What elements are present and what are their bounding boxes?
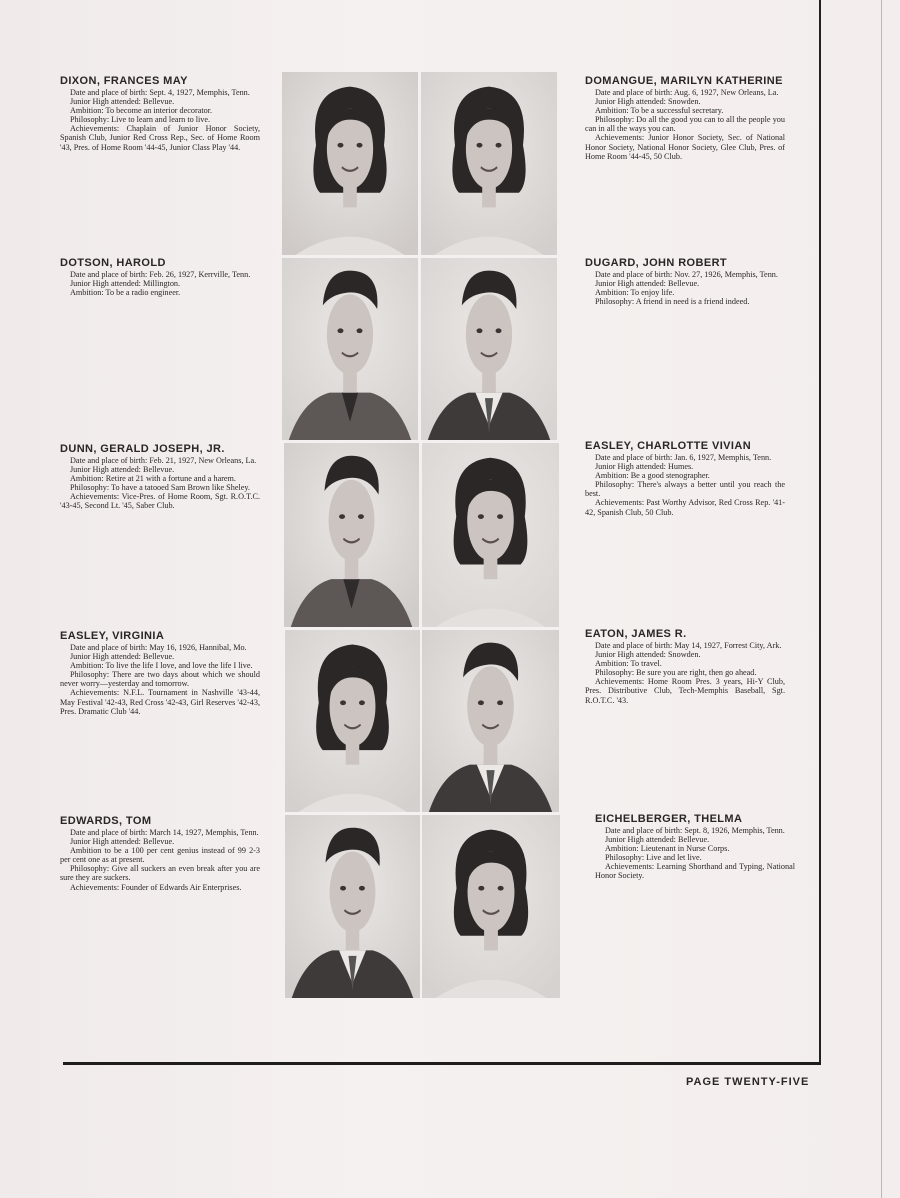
- bio-line: Date and place of birth: Sept. 8, 1926, Memphis, Tenn.: [605, 826, 785, 835]
- bio-line: Philosophy: Do all the good you can to all the people you can in all the ways you can.: [585, 115, 785, 134]
- bio-line: Ambition: Lieutenant in Nurse Corps.: [605, 844, 730, 854]
- right-border-rule: [819, 0, 821, 1064]
- bio-line: Junior High attended: Bellevue.: [70, 465, 175, 475]
- bio-line: Achievements: Home Room Pres. 3 years, Hi-Y Club, Pres. Distributive Club, Tech-Memphis Baseball, Sgt. R.O.T.C. '43.: [585, 677, 785, 705]
- student-bio: [585, 75, 785, 161]
- student-bio: [595, 813, 795, 881]
- bio-line: Achievements: N.F.L. Tournament in Nashville '43-44, May Festival '42-43, Red Cross '42-43, Girl Reserves '42-43, Pres. Dramatic Club '44.: [60, 688, 260, 716]
- student-name: EATON, JAMES R.: [585, 628, 687, 640]
- student-name: EASLEY, CHARLOTTE VIVIAN: [585, 440, 752, 452]
- bottom-border-rule: [63, 1062, 821, 1065]
- bio-line: Junior High attended: Snowden.: [595, 650, 701, 660]
- student-portrait-photo: [285, 630, 420, 812]
- student-bio: [60, 630, 260, 716]
- portrait-drawing: [282, 72, 418, 255]
- bio-line: Achievements: Founder of Edwards Air Enterprises.: [70, 882, 242, 892]
- bio-line: Ambition: To enjoy life.: [595, 288, 675, 298]
- bio-line: Date and place of birth: Aug. 6, 1927, New Orleans, La.: [595, 88, 779, 97]
- student-bio: [585, 440, 785, 517]
- bio-line: Ambition to be a 100 per cent genius instead of 99 2-3 per cent one as at present.: [60, 846, 260, 865]
- student-name: DOMANGUE, MARILYN KATHERINE: [585, 75, 783, 87]
- student-name: DUNN, GERALD JOSEPH, JR.: [60, 443, 225, 455]
- bio-line: Philosophy: Give all suckers an even break after you are sure they are suckers.: [60, 864, 260, 883]
- bio-line: Achievements: Chaplain of Junior Honor Society, Spanish Club, Junior Red Cross Rep., Sec. of Home Room '43, Pres. of Home Room '44-45, Junior Class Play '44.: [60, 124, 260, 152]
- portrait-drawing: [421, 72, 557, 255]
- bio-line: Ambition: To become an interior decorator.: [70, 106, 213, 116]
- bio-line: Philosophy: Live and let live.: [605, 853, 702, 863]
- bio-line: Ambition: To travel.: [595, 659, 662, 669]
- student-bio: [585, 628, 785, 705]
- bio-line: Date and place of birth: Sept. 4, 1927, Memphis, Tenn.: [70, 88, 250, 97]
- student-name: DOTSON, HAROLD: [60, 257, 166, 269]
- student-bio: [585, 257, 785, 306]
- bio-line: Philosophy: A friend in need is a friend indeed.: [595, 297, 750, 307]
- bio-line: Achievements: Junior Honor Society, Sec. of National Honor Society, National Honor Society, Glee Club, Pres. of Home Room '44-45, 50 Club.: [585, 133, 785, 161]
- bio-line: Date and place of birth: May 16, 1926, Hannibal, Mo.: [70, 643, 247, 652]
- bio-line: Date and place of birth: Feb. 26, 1927, Kerrville, Tenn.: [70, 270, 251, 279]
- bio-line: Junior High attended: Snowden.: [595, 97, 701, 107]
- portrait-drawing: [285, 630, 420, 812]
- bio-line: Ambition: Be a good stenographer.: [595, 471, 710, 481]
- student-portrait-photo: [421, 72, 557, 255]
- bio-line: Philosophy: Live to learn and learn to live.: [70, 115, 211, 125]
- student-portrait-photo: [282, 72, 418, 255]
- student-bio: [60, 75, 260, 152]
- page-edge: [881, 0, 882, 1198]
- bio-line: Ambition: To be a radio engineer.: [70, 288, 181, 298]
- bio-line: Ambition: To live the life I love, and love the life I live.: [70, 661, 253, 671]
- student-bio: [60, 443, 260, 511]
- bio-line: Achievements: Past Worthy Advisor, Red Cross Rep. '41-42, Spanish Club, 50 Club.: [585, 498, 785, 517]
- bio-line: Philosophy: To have a tatooed Sam Brown like Sheley.: [70, 483, 250, 493]
- bio-line: Date and place of birth: Jan. 6, 1927, Memphis, Tenn.: [595, 453, 772, 462]
- bio-line: Date and place of birth: Nov. 27, 1926, Memphis, Tenn.: [595, 270, 778, 279]
- bio-line: Junior High attended: Bellevue.: [70, 652, 175, 662]
- bio-line: Junior High attended: Millington.: [70, 279, 181, 289]
- portrait-drawing: [284, 443, 419, 627]
- bio-line: Achievements: Learning Shorthand and Typing, National Honor Society.: [595, 862, 795, 881]
- bio-line: Ambition: To be a successful secretary.: [595, 106, 724, 116]
- bio-line: Junior High attended: Bellevue.: [605, 835, 710, 845]
- portrait-drawing: [282, 258, 418, 440]
- student-bio: [60, 257, 260, 297]
- student-portrait-photo: [422, 630, 559, 812]
- bio-line: Philosophy: There's always a better until you reach the best.: [585, 480, 785, 499]
- student-portrait-photo: [285, 815, 420, 998]
- bio-line: Date and place of birth: Feb. 21, 1927, New Orleans, La.: [70, 456, 257, 465]
- page-number: PAGE TWENTY-FIVE: [686, 1076, 810, 1088]
- bio-line: Ambition: Retire at 21 with a fortune and a harem.: [70, 474, 236, 484]
- student-name: EICHELBERGER, THELMA: [595, 813, 743, 825]
- portrait-drawing: [422, 630, 559, 812]
- bio-line: Junior High attended: Humes.: [595, 462, 694, 472]
- bio-line: Date and place of birth: May 14, 1927, Forrest City, Ark.: [595, 641, 782, 650]
- student-bio: [60, 815, 260, 892]
- portrait-drawing: [422, 443, 559, 627]
- bio-line: Date and place of birth: March 14, 1927, Memphis, Tenn.: [70, 828, 259, 837]
- portrait-drawing: [422, 815, 560, 998]
- student-name: EASLEY, VIRGINIA: [60, 630, 165, 642]
- bio-line: Philosophy: There are two days about which we should never worry—yesterday and tomorrow.: [60, 670, 260, 689]
- student-name: EDWARDS, TOM: [60, 815, 152, 827]
- student-portrait-photo: [422, 815, 560, 998]
- bio-line: Junior High attended: Bellevue.: [70, 837, 175, 847]
- bio-line: Philosophy: Be sure you are right, then go ahead.: [595, 668, 757, 678]
- student-portrait-photo: [421, 258, 557, 440]
- bio-line: Junior High attended: Bellevue.: [70, 97, 175, 107]
- portrait-drawing: [421, 258, 557, 440]
- student-name: DUGARD, JOHN ROBERT: [585, 257, 728, 269]
- portrait-drawing: [285, 815, 420, 998]
- bio-line: Junior High attended: Bellevue.: [595, 279, 700, 289]
- student-name: DIXON, FRANCES MAY: [60, 75, 188, 87]
- bio-line: Achievements: Vice-Pres. of Home Room, Sgt. R.O.T.C. '43-45, Second Lt. '45, Saber Club.: [60, 492, 260, 511]
- student-portrait-photo: [282, 258, 418, 440]
- student-portrait-photo: [422, 443, 559, 627]
- student-portrait-photo: [284, 443, 419, 627]
